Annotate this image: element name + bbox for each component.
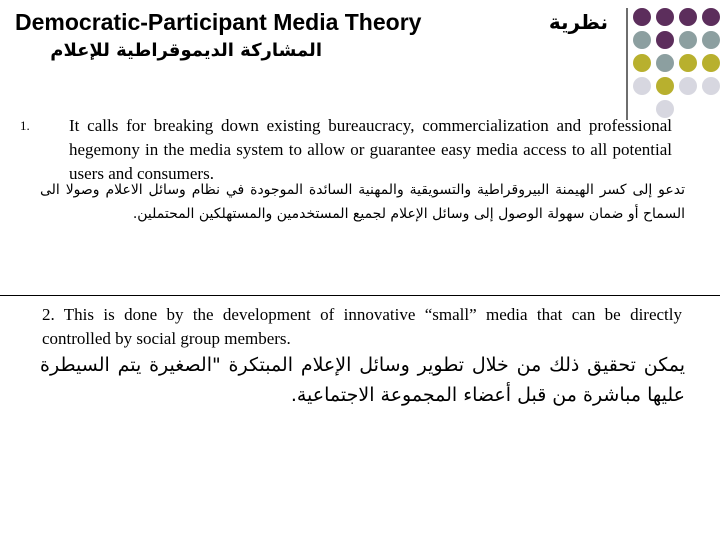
- decorative-dot: [679, 54, 697, 72]
- decorative-dot-grid: [633, 8, 720, 120]
- slide-title-english: Democratic-Participant Media Theory: [15, 9, 422, 35]
- decorative-dot: [679, 8, 697, 26]
- decorative-dot: [679, 77, 697, 95]
- point-1-text: It calls for breaking down existing bureaucracy, commercialization and professional hegemony in the media system to allow or guarantee easy media access to all potential users and consumers.: [69, 116, 672, 183]
- decorative-dot: [656, 54, 674, 72]
- point-1-arabic-text: تدعو إلى كسر الهيمنة البيروقراطية والتسويقية والمهنية السائدة الموجودة في نظام وسائل الاعلام وصولا الى السماح أو ضمان سهولة الوصول إلى وسائل الإعلام لجميع المستخدمين والمستهلكين المحتملين.: [40, 182, 685, 222]
- decorative-dot: [656, 77, 674, 95]
- point-2-arabic-text: يمكن تحقيق ذلك من خلال تطوير وسائل الإعلام المبتكرة "الصغيرة يتم السيطرة عليها مباشرة من قبل أعضاء المجموعة الاجتماعية.: [40, 354, 685, 406]
- decorative-dot: [679, 100, 697, 118]
- decorative-dot: [633, 31, 651, 49]
- decorative-dot: [702, 8, 720, 26]
- slide-title-arabic-word: نظرية: [548, 10, 608, 34]
- decorative-dot: [679, 31, 697, 49]
- point-2-text: 2. This is done by the development of innovative “small” media that can be directly controlled by social group members.: [42, 305, 682, 348]
- point-1: [20, 114, 672, 186]
- decorative-dot: [702, 31, 720, 49]
- decorative-dot: [633, 54, 651, 72]
- decorative-vertical-rule: [626, 8, 628, 120]
- slide-title-arabic-subtitle: المشاركة الديموقراطية للإعلام: [50, 40, 322, 61]
- decorative-dot: [633, 8, 651, 26]
- decorative-dot: [702, 54, 720, 72]
- decorative-dot: [702, 77, 720, 95]
- point-1-number: 1.: [20, 118, 30, 133]
- section-divider: [0, 295, 720, 296]
- decorative-dot: [633, 77, 651, 95]
- decorative-dot: [656, 31, 674, 49]
- decorative-dot: [656, 8, 674, 26]
- decorative-dot: [702, 100, 720, 118]
